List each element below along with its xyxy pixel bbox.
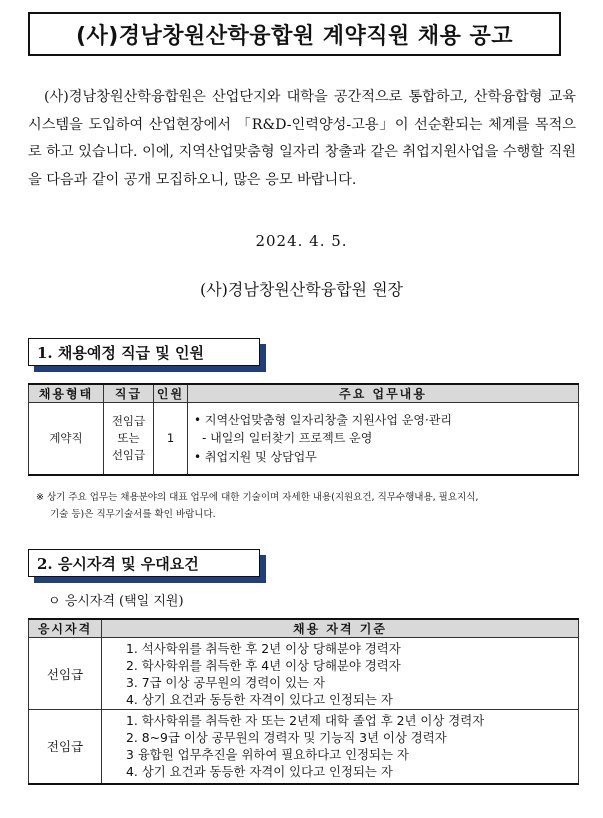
intro-text: (사)경남창원산학융합원은 산업단지와 대학을 공간적으로 통합하고, 산학융합형 교육시스템을 도입하여 산업현장에서 「R&D-인력양성-고용」이 선순환되는 체계를 목적으로 하고 있습니다. 이에, 지역산업맞춤형 일자리 창출과 같은 취업지원사업을 수행할 직원을 다음과 같이 공개 모집하오니, 많은 응모 바랍니다.: [28, 89, 576, 188]
criteria-line: 3. 7급 이상 공무원의 경력이 있는 자: [126, 674, 325, 690]
section2-heading-text: 2. 응시자격 및 우대요건: [37, 554, 199, 573]
criteria-line: 4. 상기 요건과 동등한 자격이 있다고 인정되는 자: [126, 764, 393, 780]
notice-title-text: (사)경남창원산학융합원 계약직원 채용 공고: [75, 23, 514, 49]
criteria-line: 2. 8~9급 이상 공무원의 경력자 및 기능직 3년 이상 경력자: [126, 730, 447, 746]
table-row: [29, 710, 579, 784]
criteria-line: 1. 석사학위를 취득한 후 2년 이상 당해분야 경력자: [126, 640, 401, 656]
qualification-subheading: ㅇ 응시자격 (택일 지원): [48, 594, 184, 609]
header-type: 채용형태: [29, 384, 104, 403]
cell-count: 1: [154, 403, 188, 475]
section1-heading-text: 1. 채용예정 직급 및 인원: [37, 343, 204, 362]
cell-criteria: [102, 638, 579, 710]
header-qualification: 응시자격: [29, 619, 102, 638]
header-grade: 직급: [104, 384, 154, 403]
table-row: [29, 638, 579, 710]
duty-line: • 취업지원 및 상담업무: [194, 449, 317, 464]
table-header-row: [29, 619, 579, 638]
cell-grade: [104, 403, 154, 475]
table-header-row: [29, 384, 579, 403]
cell-type: 계약직: [29, 403, 104, 475]
cell-grade: 전임급: [29, 710, 102, 784]
section1-heading: [28, 338, 260, 366]
criteria-line: 4. 상기 요건과 동등한 자격이 있다고 인정되는 자: [126, 691, 393, 707]
duty-line: - 내일의 일터찾기 프로젝트 운영: [202, 431, 373, 445]
criteria-line: 1. 학사학위를 취득한 자 또는 2년제 대학 졸업 후 2년 이상 경력자: [126, 713, 485, 729]
footnote-line: 기술 등)은 직무기술서를 확인 바랍니다.: [50, 509, 216, 520]
header-criteria: 채용 자격 기준: [102, 619, 579, 638]
grade-line: 선임급: [111, 447, 146, 462]
header-duties: 주요 업무내용: [188, 384, 579, 403]
header-count: 인원: [154, 384, 188, 403]
duty-line: • 지역산업맞춤형 일자리창출 지원사업 운영·관리: [194, 412, 452, 427]
grade-line: 또는: [117, 430, 140, 445]
intro-paragraph: [28, 84, 576, 194]
qualifications-table: [28, 618, 579, 785]
criteria-line: 3 융합원 업무추진을 위하여 필요하다고 인정되는 자: [126, 747, 409, 763]
cell-duties: [188, 403, 579, 475]
signature: (사)경남창원산학융합원 원장: [199, 280, 404, 299]
positions-table: [28, 383, 579, 476]
footnote-line: ※ 상기 주요 업무는 채용분야의 대표 업무에 대한 기술이며 자세한 내용(지원요건, 직무수행내용, 필요지식,: [36, 492, 479, 503]
notice-date: 2024. 4. 5.: [255, 232, 348, 250]
notice-title: [28, 12, 561, 56]
grade-line: 전임급: [111, 413, 146, 428]
section2-heading: [28, 549, 260, 577]
cell-criteria: [102, 710, 579, 784]
footnote: [36, 489, 576, 523]
table-row: [29, 403, 579, 475]
criteria-line: 2. 학사학위를 취득한 후 4년 이상 당해분야 경력자: [126, 657, 401, 673]
cell-grade: 선임급: [29, 638, 102, 710]
